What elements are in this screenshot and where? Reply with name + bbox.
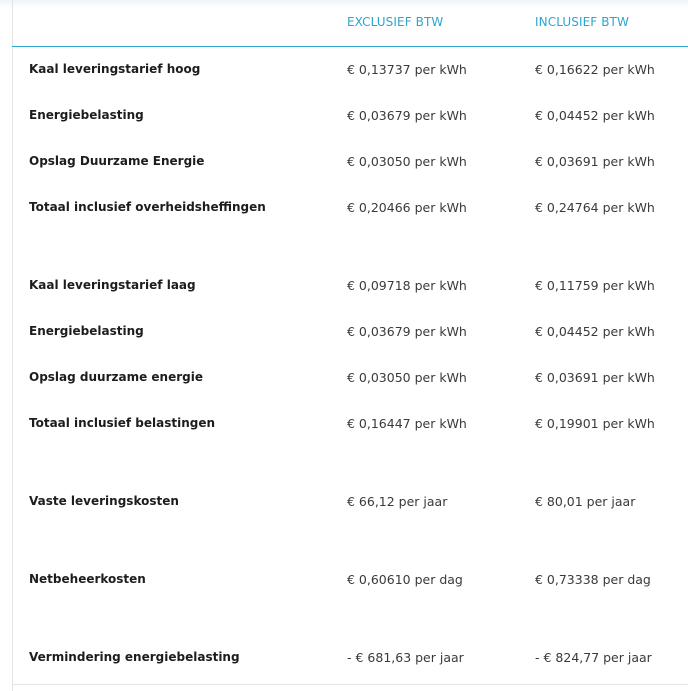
table-row xyxy=(0,416,688,436)
row-value-excl: € 0,03050 per kWh xyxy=(347,370,467,385)
row-value-excl: € 0,03050 per kWh xyxy=(347,154,467,169)
header-exclusief-btw: EXCLUSIEF BTW xyxy=(347,15,444,29)
row-value-incl: € 0,03691 per kWh xyxy=(535,154,655,169)
row-label: Vaste leveringskosten xyxy=(29,494,179,508)
row-label: Totaal inclusief belastingen xyxy=(29,416,216,430)
row-value-excl: € 0,03679 per kWh xyxy=(347,108,467,123)
row-value-incl: € 0,24764 per kWh xyxy=(535,200,655,215)
row-label: Energiebelasting xyxy=(29,324,144,338)
row-label: Totaal inclusief overheidsheffingen xyxy=(29,200,266,214)
row-label: Kaal leveringstarief hoog xyxy=(29,62,201,76)
table-row xyxy=(0,108,688,128)
row-label: Vermindering energiebelasting xyxy=(29,650,240,664)
table-row xyxy=(0,494,688,514)
row-value-excl: € 0,20466 per kWh xyxy=(347,200,467,215)
row-value-incl: € 0,73338 per dag xyxy=(535,572,651,587)
row-value-incl: € 80,01 per jaar xyxy=(535,494,636,509)
row-value-incl: € 0,19901 per kWh xyxy=(535,416,655,431)
header-inclusief-btw: INCLUSIEF BTW xyxy=(535,15,629,29)
row-label: Energiebelasting xyxy=(29,108,144,122)
row-value-excl: - € 681,63 per jaar xyxy=(347,650,464,665)
row-value-excl: € 0,09718 per kWh xyxy=(347,278,467,293)
row-value-incl: € 0,16622 per kWh xyxy=(535,62,655,77)
table-row xyxy=(0,370,688,390)
row-value-incl: € 0,11759 per kWh xyxy=(535,278,655,293)
row-value-excl: € 0,03679 per kWh xyxy=(347,324,467,339)
row-value-incl: € 0,03691 per kWh xyxy=(535,370,655,385)
row-value-excl: € 0,16447 per kWh xyxy=(347,416,467,431)
table-row xyxy=(0,154,688,174)
row-value-incl: € 0,04452 per kWh xyxy=(535,108,655,123)
row-value-excl: € 0,60610 per dag xyxy=(347,572,463,587)
row-label: Opslag duurzame energie xyxy=(29,370,203,384)
row-label: Opslag Duurzame Energie xyxy=(29,154,205,168)
table-row xyxy=(0,62,688,82)
table-row xyxy=(0,278,688,298)
row-label: Netbeheerkosten xyxy=(29,572,146,586)
row-value-incl: - € 824,77 per jaar xyxy=(535,650,652,665)
row-label: Kaal leveringstarief laag xyxy=(29,278,196,292)
row-value-excl: € 66,12 per jaar xyxy=(347,494,448,509)
table-row xyxy=(0,650,688,670)
row-value-excl: € 0,13737 per kWh xyxy=(347,62,467,77)
row-value-incl: € 0,04452 per kWh xyxy=(535,324,655,339)
table-row xyxy=(0,572,688,592)
table-bottom-border xyxy=(12,684,688,685)
table-row xyxy=(0,200,688,220)
table-row xyxy=(0,324,688,344)
